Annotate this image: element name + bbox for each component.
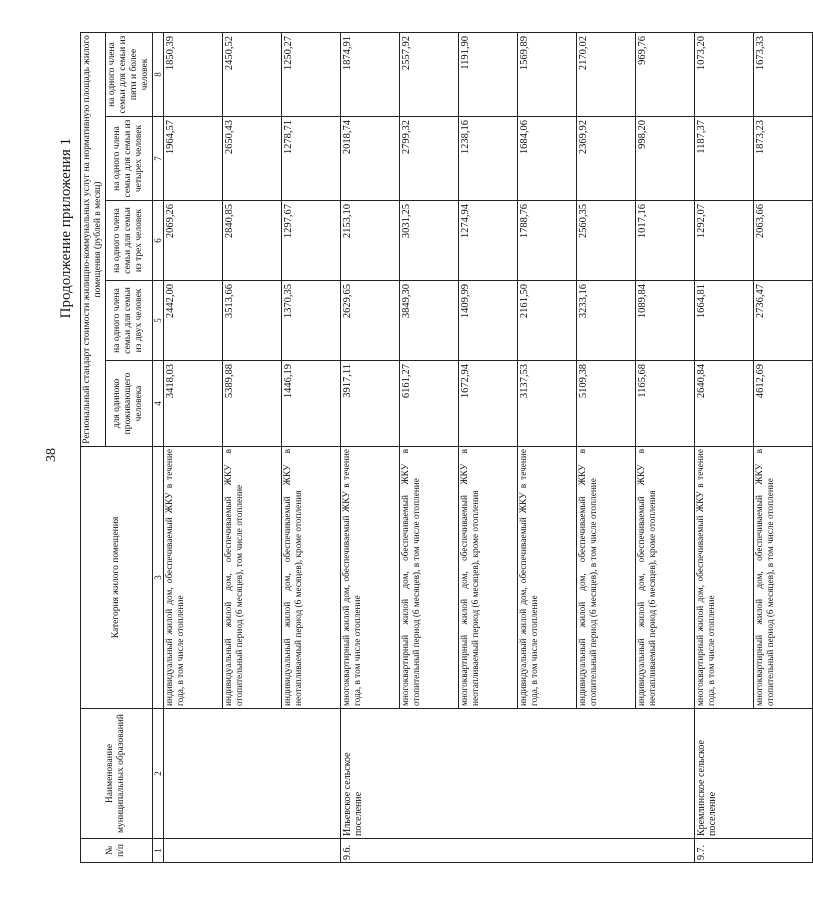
tariff-value: 969,76 xyxy=(635,32,694,116)
tariff-value: 2560,35 xyxy=(576,201,635,281)
col-index: 7 xyxy=(152,117,163,201)
tariff-value: 2369,92 xyxy=(576,117,635,201)
tariff-value: 2629,65 xyxy=(340,281,399,361)
housing-category: индивидуальный жилой дом, обеспечиваемый ЖКУ в отопительный период (6 месяцев), том числе отопление xyxy=(222,447,281,709)
table-body xyxy=(163,32,812,862)
tariff-value: 1964,57 xyxy=(163,117,222,201)
tariff-value: 2640,84 xyxy=(694,361,753,447)
municipality-name: Ильевское сельское поселение xyxy=(340,709,694,839)
tariff-value: 2161,50 xyxy=(517,281,576,361)
tariff-value: 1684,06 xyxy=(517,117,576,201)
tariff-value: 2018,74 xyxy=(340,117,399,201)
tariff-value: 998,20 xyxy=(635,117,694,201)
tariff-value: 1278,71 xyxy=(281,117,340,201)
tariff-value: 1569,89 xyxy=(517,32,576,116)
header-standard: Региональный стандарт стоимости жилищно-коммунальных услуг на нормативную площадь жилого помещения (рублей в месяц) xyxy=(81,32,106,446)
tariff-value: 1673,33 xyxy=(753,32,812,116)
housing-category: индивидуальный жилой дом, обеспечиваемый ЖКУ в неотапливаемый период (6 месяцев), кроме отопления xyxy=(635,447,694,709)
housing-category: индивидуальный жилой дом, обеспечиваемый ЖКУ в течение года, в том числе отопление xyxy=(517,447,576,709)
tariff-value: 1850,39 xyxy=(163,32,222,116)
tariff-value: 2799,32 xyxy=(399,117,458,201)
tariff-value: 1409,99 xyxy=(458,281,517,361)
header-c6: на одного члена семьи для семьи из трех человек xyxy=(105,201,152,281)
table-row xyxy=(163,32,222,862)
tariff-value: 1292,07 xyxy=(694,201,753,281)
tariff-value: 1017,16 xyxy=(635,201,694,281)
row-number xyxy=(163,839,340,863)
tariff-value: 5109,38 xyxy=(576,361,635,447)
column-index-row xyxy=(152,32,163,862)
table-row xyxy=(694,32,753,862)
tariff-value: 3137,53 xyxy=(517,361,576,447)
tariff-value: 2450,52 xyxy=(222,32,281,116)
tariff-value: 1165,68 xyxy=(635,361,694,447)
header-c8: на одного члена семьи для семьи из пяти и более человек xyxy=(105,32,152,116)
tariff-value: 3418,03 xyxy=(163,361,222,447)
header-municipality: Наименование муниципальных образований xyxy=(81,709,153,839)
col-index: 6 xyxy=(152,201,163,281)
tariff-value: 3513,66 xyxy=(222,281,281,361)
header-c4: для одиноко проживающего человека xyxy=(105,361,152,447)
tariff-value: 2069,26 xyxy=(163,201,222,281)
tariff-value: 1089,84 xyxy=(635,281,694,361)
housing-category: многоквартирный жилой дом, обеспечиваемый ЖКУ в отопительный период (6 месяцев), в том числе отопление xyxy=(753,447,812,709)
row-number: 9.7. xyxy=(694,839,812,863)
col-index: 5 xyxy=(152,281,163,361)
tariff-value: 1788,76 xyxy=(517,201,576,281)
municipality-name xyxy=(163,709,340,839)
tariff-value: 1250,27 xyxy=(281,32,340,116)
header-c5: на одного члена семьи для семьи из двух человек xyxy=(105,281,152,361)
tariff-value: 2650,43 xyxy=(222,117,281,201)
tariff-value: 3031,25 xyxy=(399,201,458,281)
municipality-name: Кремлинское сельское поселение xyxy=(694,709,812,839)
housing-category: многоквартирный жилой дом, обеспечиваемый ЖКУ в течение года, в том числе отопление xyxy=(340,447,399,709)
header-c7: на одного члена семьи для семьи из четырех человек xyxy=(105,117,152,201)
tariff-table xyxy=(80,32,813,863)
table-row xyxy=(340,32,399,862)
page-number: 38 xyxy=(44,448,59,462)
col-index: 3 xyxy=(152,447,163,709)
housing-category: многоквартирный жилой дом, обеспечиваемый ЖКУ в отопительный период (6 месяцев), в том числе отопление xyxy=(399,447,458,709)
tariff-value: 1370,35 xyxy=(281,281,340,361)
tariff-value: 2736,47 xyxy=(753,281,812,361)
tariff-value: 2442,00 xyxy=(163,281,222,361)
tariff-value: 1874,91 xyxy=(340,32,399,116)
tariff-value: 1073,20 xyxy=(694,32,753,116)
header-category: Категория жилого помещения xyxy=(81,447,153,709)
tariff-value: 1238,16 xyxy=(458,117,517,201)
tariff-value: 6161,27 xyxy=(399,361,458,447)
tariff-value: 2557,92 xyxy=(399,32,458,116)
col-index: 2 xyxy=(152,709,163,839)
tariff-value: 3849,30 xyxy=(399,281,458,361)
tariff-value: 5389,88 xyxy=(222,361,281,447)
housing-category: индивидуальный жилой дом, обеспечиваемый ЖКУ в неотапливаемый период (6 месяцев), кроме отопления xyxy=(281,447,340,709)
tariff-value: 2153,10 xyxy=(340,201,399,281)
housing-category: многоквартирный жилой дом, обеспечиваемый ЖКУ в течение года, в том числе отопление xyxy=(694,447,753,709)
tariff-value: 1873,23 xyxy=(753,117,812,201)
tariff-value: 1672,94 xyxy=(458,361,517,447)
housing-category: индивидуальный жилой дом, обеспечиваемый ЖКУ в течение года, в том числе отопление xyxy=(163,447,222,709)
row-number: 9.6. xyxy=(340,839,694,863)
col-index: 8 xyxy=(152,32,163,116)
tariff-value: 1191,90 xyxy=(458,32,517,116)
tariff-value: 4612,69 xyxy=(753,361,812,447)
tariff-value: 1664,81 xyxy=(694,281,753,361)
tariff-value: 3233,16 xyxy=(576,281,635,361)
tariff-value: 2170,02 xyxy=(576,32,635,116)
tariff-value: 2063,66 xyxy=(753,201,812,281)
housing-category: многоквартирный жилой дом, обеспечиваемый ЖКУ в неотапливаемый период (6 месяцев), кроме отопления xyxy=(458,447,517,709)
housing-category: индивидуальный жилой дом, обеспечиваемый ЖКУ в отопительный период (6 месяцев), в том числе отопление xyxy=(576,447,635,709)
col-index: 1 xyxy=(152,839,163,863)
tariff-value: 2840,85 xyxy=(222,201,281,281)
appendix-caption: Продолжение приложения 1 xyxy=(58,138,74,319)
tariff-value: 1297,67 xyxy=(281,201,340,281)
header-no: № п/п xyxy=(81,839,153,863)
col-index: 4 xyxy=(152,361,163,447)
tariff-value: 1274,94 xyxy=(458,201,517,281)
tariff-value: 1187,37 xyxy=(694,117,753,201)
tariff-value: 3917,11 xyxy=(340,361,399,447)
tariff-value: 1446,19 xyxy=(281,361,340,447)
